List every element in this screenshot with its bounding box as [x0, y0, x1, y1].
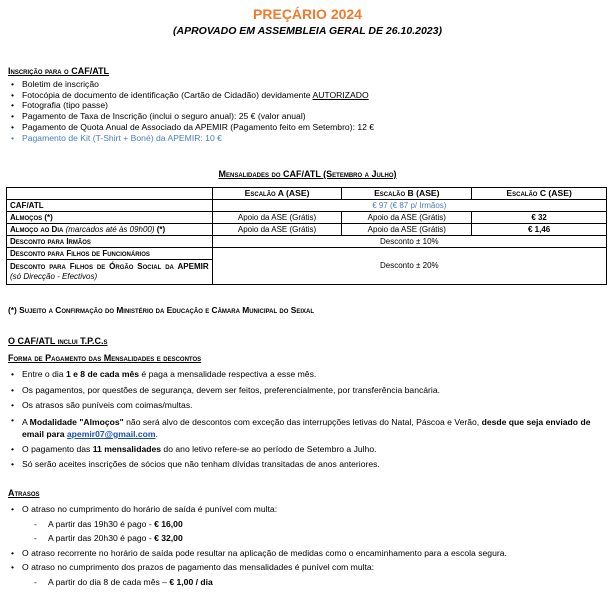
table-cell: € 1,46 [472, 224, 607, 236]
table-cell [7, 188, 213, 200]
list-item: • A Modalidade "Almoços" não será alvo de descontos com exceção das interrupções letivas do Natal, Páscoa e Verão, desde que seja enviado de email para apemir07@gmail.com. [8, 414, 608, 442]
inscricao-list [8, 79, 608, 143]
mensalidades-table [6, 187, 607, 285]
column-header: Escalão B (ASE) [342, 188, 472, 200]
atrasos-list [8, 502, 608, 589]
table-cell: Desconto ± 20% [212, 248, 606, 285]
tpcs-note: O CAF/ATL inclui T.P.C.s [8, 336, 108, 346]
sub-list-item: - A partir das 19h30 é pago - € 16,00 [8, 517, 608, 532]
row-label: Desconto para Irmãos [7, 236, 213, 248]
autorizado-text: AUTORIZADO [312, 89, 369, 100]
sub-list-item: - A partir das 20h30 é pago - € 32,00 [8, 531, 608, 546]
list-item: • O atraso no cumprimento do horário de saída é punível com multa: - A partir das 19h30 é pago - € 16,00 - A partir das 20h30 é pago - € 32,00 [8, 502, 608, 546]
list-item: • O atraso recorrente no horário de saída pode resultar na aplicação de medidas como o encaminhamento para a escola segura. [8, 546, 608, 561]
list-item: • Pagamento de Taxa de Inscrição (inclui o seguro anual): 25 € (valor anual) [8, 111, 608, 122]
row-label: Desconto para Filhos de Funcionários [7, 248, 213, 260]
table-cell: Apoio da ASE (Grátis) [212, 224, 342, 236]
table-row [7, 236, 607, 248]
table-header-row [7, 188, 607, 200]
table-row [7, 224, 607, 236]
table-cell: € 97 (€ 87 p/ Irmãos) [212, 200, 606, 212]
table-cell: Desconto ± 10% [212, 236, 606, 248]
list-item: • Boletim de inscrição [8, 79, 608, 90]
page-title: PREÇÁRIO 2024 [253, 6, 362, 22]
sub-list-item: - A partir do dia 8 de cada mês – € 1,00 / dia [8, 575, 608, 590]
pagamento-heading: Forma de Pagamento das Mensalidades e descontos [8, 353, 202, 363]
table-row [7, 212, 607, 224]
row-label: Desconto para Filhos de Órgão Social da APEMIR (só Direcção - Efectivos) [7, 260, 213, 285]
list-item: • Pagamento de Quota Anual de Associado da APEMIR (Pagamento feito em Setembro): 12 € [8, 122, 608, 133]
pagamento-list [8, 367, 608, 473]
list-item: • Fotocópia de documento de identificação (Cartão de Cidadão) devidamente AUTORIZADO [8, 90, 608, 101]
column-header: Escalão C (ASE) [472, 188, 607, 200]
table-footnote: (*) Sujeito a Confirmação do Ministério da Educação e Câmara Municipal do Seixal [8, 305, 315, 315]
table-row [7, 200, 607, 212]
list-item: • Só serão aceites inscrições de sócios que não tenham dívidas transitadas de anos anteriores. [8, 457, 608, 473]
table-cell: Apoio da ASE (Grátis) [212, 212, 342, 224]
page-subtitle: (APROVADO EM ASSEMBLEIA GERAL DE 26.10.2023) [173, 25, 442, 37]
row-label: CAF/ATL [7, 200, 213, 212]
inscricao-heading: Inscrição para o CAF/ATL [8, 66, 110, 76]
mensalidades-heading: Mensalidades do CAF/ATL (Setembro a Julho) [218, 169, 397, 179]
list-item: • Os atrasos são puníveis com coimas/multas. [8, 398, 608, 414]
list-item: • Fotografia (tipo passe) [8, 100, 608, 111]
table-row [7, 248, 607, 260]
list-item: • Pagamento de Kit (T-Shirt + Boné) da APEMIR: 10 € [8, 133, 608, 144]
email-link[interactable]: apemir07@gmail.com [66, 429, 156, 439]
row-label: Almoço ao Dia (marcados até às 09h00) (*) [7, 224, 213, 236]
list-item: • Entre o dia 1 e 8 de cada mês é paga a mensalidade respectiva a esse mês. [8, 367, 608, 383]
row-label: Almoços (*) [7, 212, 213, 224]
list-item: • O pagamento das 11 mensalidades do ano letivo refere-se ao período de Setembro a Julho. [8, 442, 608, 458]
table-cell: Apoio da ASE (Grátis) [342, 224, 472, 236]
list-item: • O atraso no cumprimento dos prazos de pagamento das mensalidades é punível com multa: - A partir do dia 8 de cada mês – € 1,00 / dia [8, 560, 608, 589]
column-header: Escalão A (ASE) [212, 188, 342, 200]
atrasos-heading: Atrasos [8, 488, 40, 498]
table-cell: € 32 [472, 212, 607, 224]
table-cell: Apoio da ASE (Grátis) [342, 212, 472, 224]
list-item: • Os pagamentos, por questões de segurança, devem ser feitos, preferencialmente, por transferência bancária. [8, 383, 608, 399]
